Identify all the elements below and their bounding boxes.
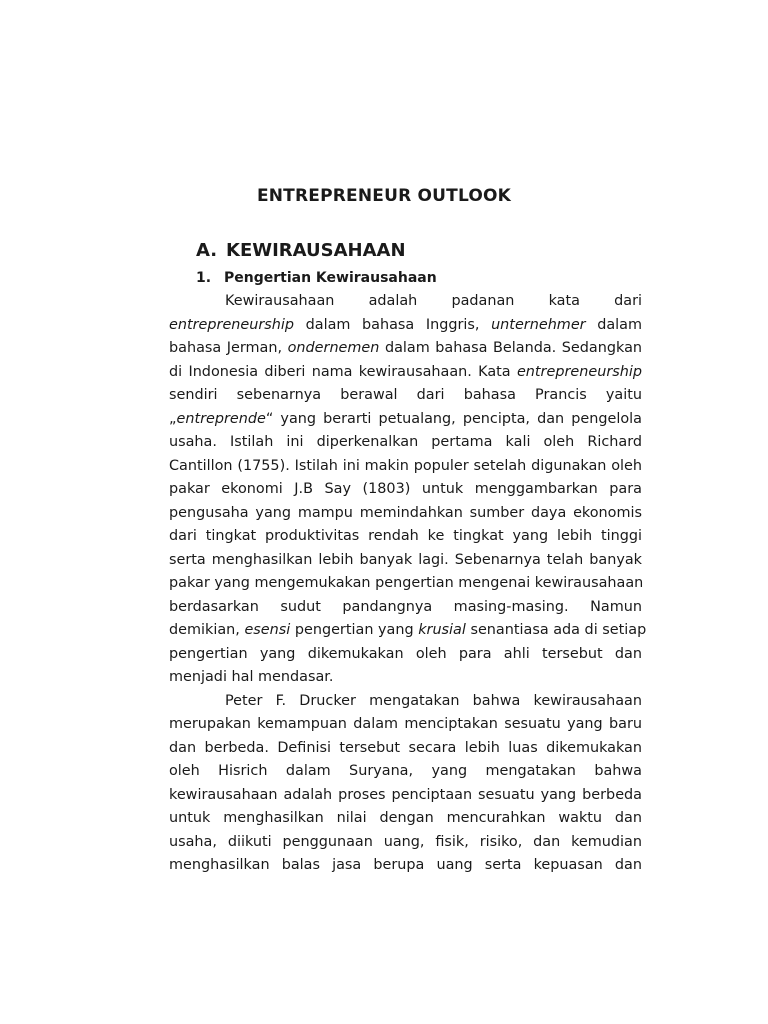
text-segment: „ [169,410,177,427]
text-segment: dalam bahasa Belanda. Sedangkan [379,340,643,356]
text-segment: pengertian yang [290,622,419,638]
text-segment: pakar yang mengemukakan pengertian mengenai kewirausahaan [169,575,644,591]
text-line [169,337,642,361]
italic-term: entrepreneurship [169,316,295,333]
text-segment: dan berbeda. Definisi tersebut secara lebih luas dikemukakan [169,739,642,756]
text-line [169,831,642,855]
text-segment: pengertian yang dikemukakan oleh para ahli tersebut dan [169,645,642,662]
text-line [169,525,642,549]
text-segment: bahasa Jerman, [169,340,288,356]
text-segment: merupakan kemampuan dalam menciptakan sesuatu yang baru [169,716,642,732]
text-segment: padanan [451,293,515,309]
document-title: ENTREPRENEUR OUTLOOK [256,186,512,206]
text-line [169,666,642,690]
italic-term: entreprende [176,410,266,427]
section-heading [196,240,406,261]
text-line [169,314,642,338]
text-line [169,290,642,314]
text-segment: pengusaha yang mampu memindahkan sumber daya ekonomis [169,504,642,521]
text-segment: Peter F. Drucker mengatakan bahwa kewirausahaan [225,692,642,709]
text-line [169,807,642,831]
italic-term: unternehmer [491,316,586,333]
text-segment: pakar ekonomi J.B Say (1803) untuk menggambarkan para [169,481,642,497]
text-segment: sendiri sebenarnya berawal dari bahasa Prancis yaitu [169,387,642,403]
text-segment: untuk menghasilkan nilai dengan mencurahkan waktu dan [169,810,642,826]
section-number: A. [196,240,218,261]
text-segment: di Indonesia diberi nama kewirausahaan. Kata [169,363,517,380]
text-segment: dalam [585,316,642,333]
text-segment: usaha. Istilah ini diperkenalkan pertama kali oleh Richard [169,434,642,450]
text-segment: Kewirausahaan [225,293,335,309]
text-segment: dalam bahasa Inggris, [294,316,492,333]
text-segment: usaha, diikuti penggunaan uang, fisik, risiko, dan kemudian [169,833,642,850]
text-line [169,619,647,643]
text-segment: Cantillon (1755). Istilah ini makin populer setelah digunakan oleh [169,457,642,474]
italic-term: esensi [244,622,291,638]
text-line [169,690,642,714]
text-line [169,361,642,385]
text-line [169,384,642,408]
text-segment: “ yang berarti petualang, pencipta, dan pengelola [265,410,642,427]
text-line [169,549,642,573]
subsection-label: Pengertian Kewirausahaan [224,270,437,286]
text-segment: berdasarkan sudut pandangnya masing-masing. Namun [169,598,642,615]
text-line [169,431,642,455]
text-line [169,596,642,620]
italic-term: ondernemen [287,340,380,356]
subsection-heading [196,270,437,286]
text-line [169,478,642,502]
section-label: KEWIRAUSAHAAN [226,240,406,261]
text-segment: senantiasa ada di setiap [465,622,647,638]
text-line [169,502,642,526]
text-segment: oleh Hisrich dalam Suryana, yang mengatakan bahwa [169,763,642,779]
text-line [169,854,642,878]
text-segment: demikian, [169,622,245,638]
text-line [169,455,642,479]
text-line [169,760,642,784]
text-line [169,784,642,808]
text-segment: kata [514,293,615,309]
text-segment: dari tingkat produktivitas rendah ke tingkat yang lebih tinggi [169,528,642,544]
text-line [169,713,642,737]
text-segment: menjadi hal mendasar. [169,669,334,685]
text-line [169,737,642,761]
body-text [169,290,647,878]
italic-term: krusial [418,622,466,638]
text-segment: adalah [334,293,452,309]
text-segment: kewirausahaan adalah proses penciptaan sesuatu yang berbeda [169,786,642,803]
subsection-number: 1. [196,270,212,286]
text-line [169,643,642,667]
text-segment: serta menghasilkan lebih banyak lagi. Sebenarnya telah banyak [169,551,642,568]
text-line [169,408,642,432]
text-segment: dari [614,293,642,309]
text-segment: menghasilkan balas jasa berupa uang serta kepuasan dan [169,857,642,873]
text-line [169,572,642,596]
italic-term: entrepreneurship [516,363,642,380]
